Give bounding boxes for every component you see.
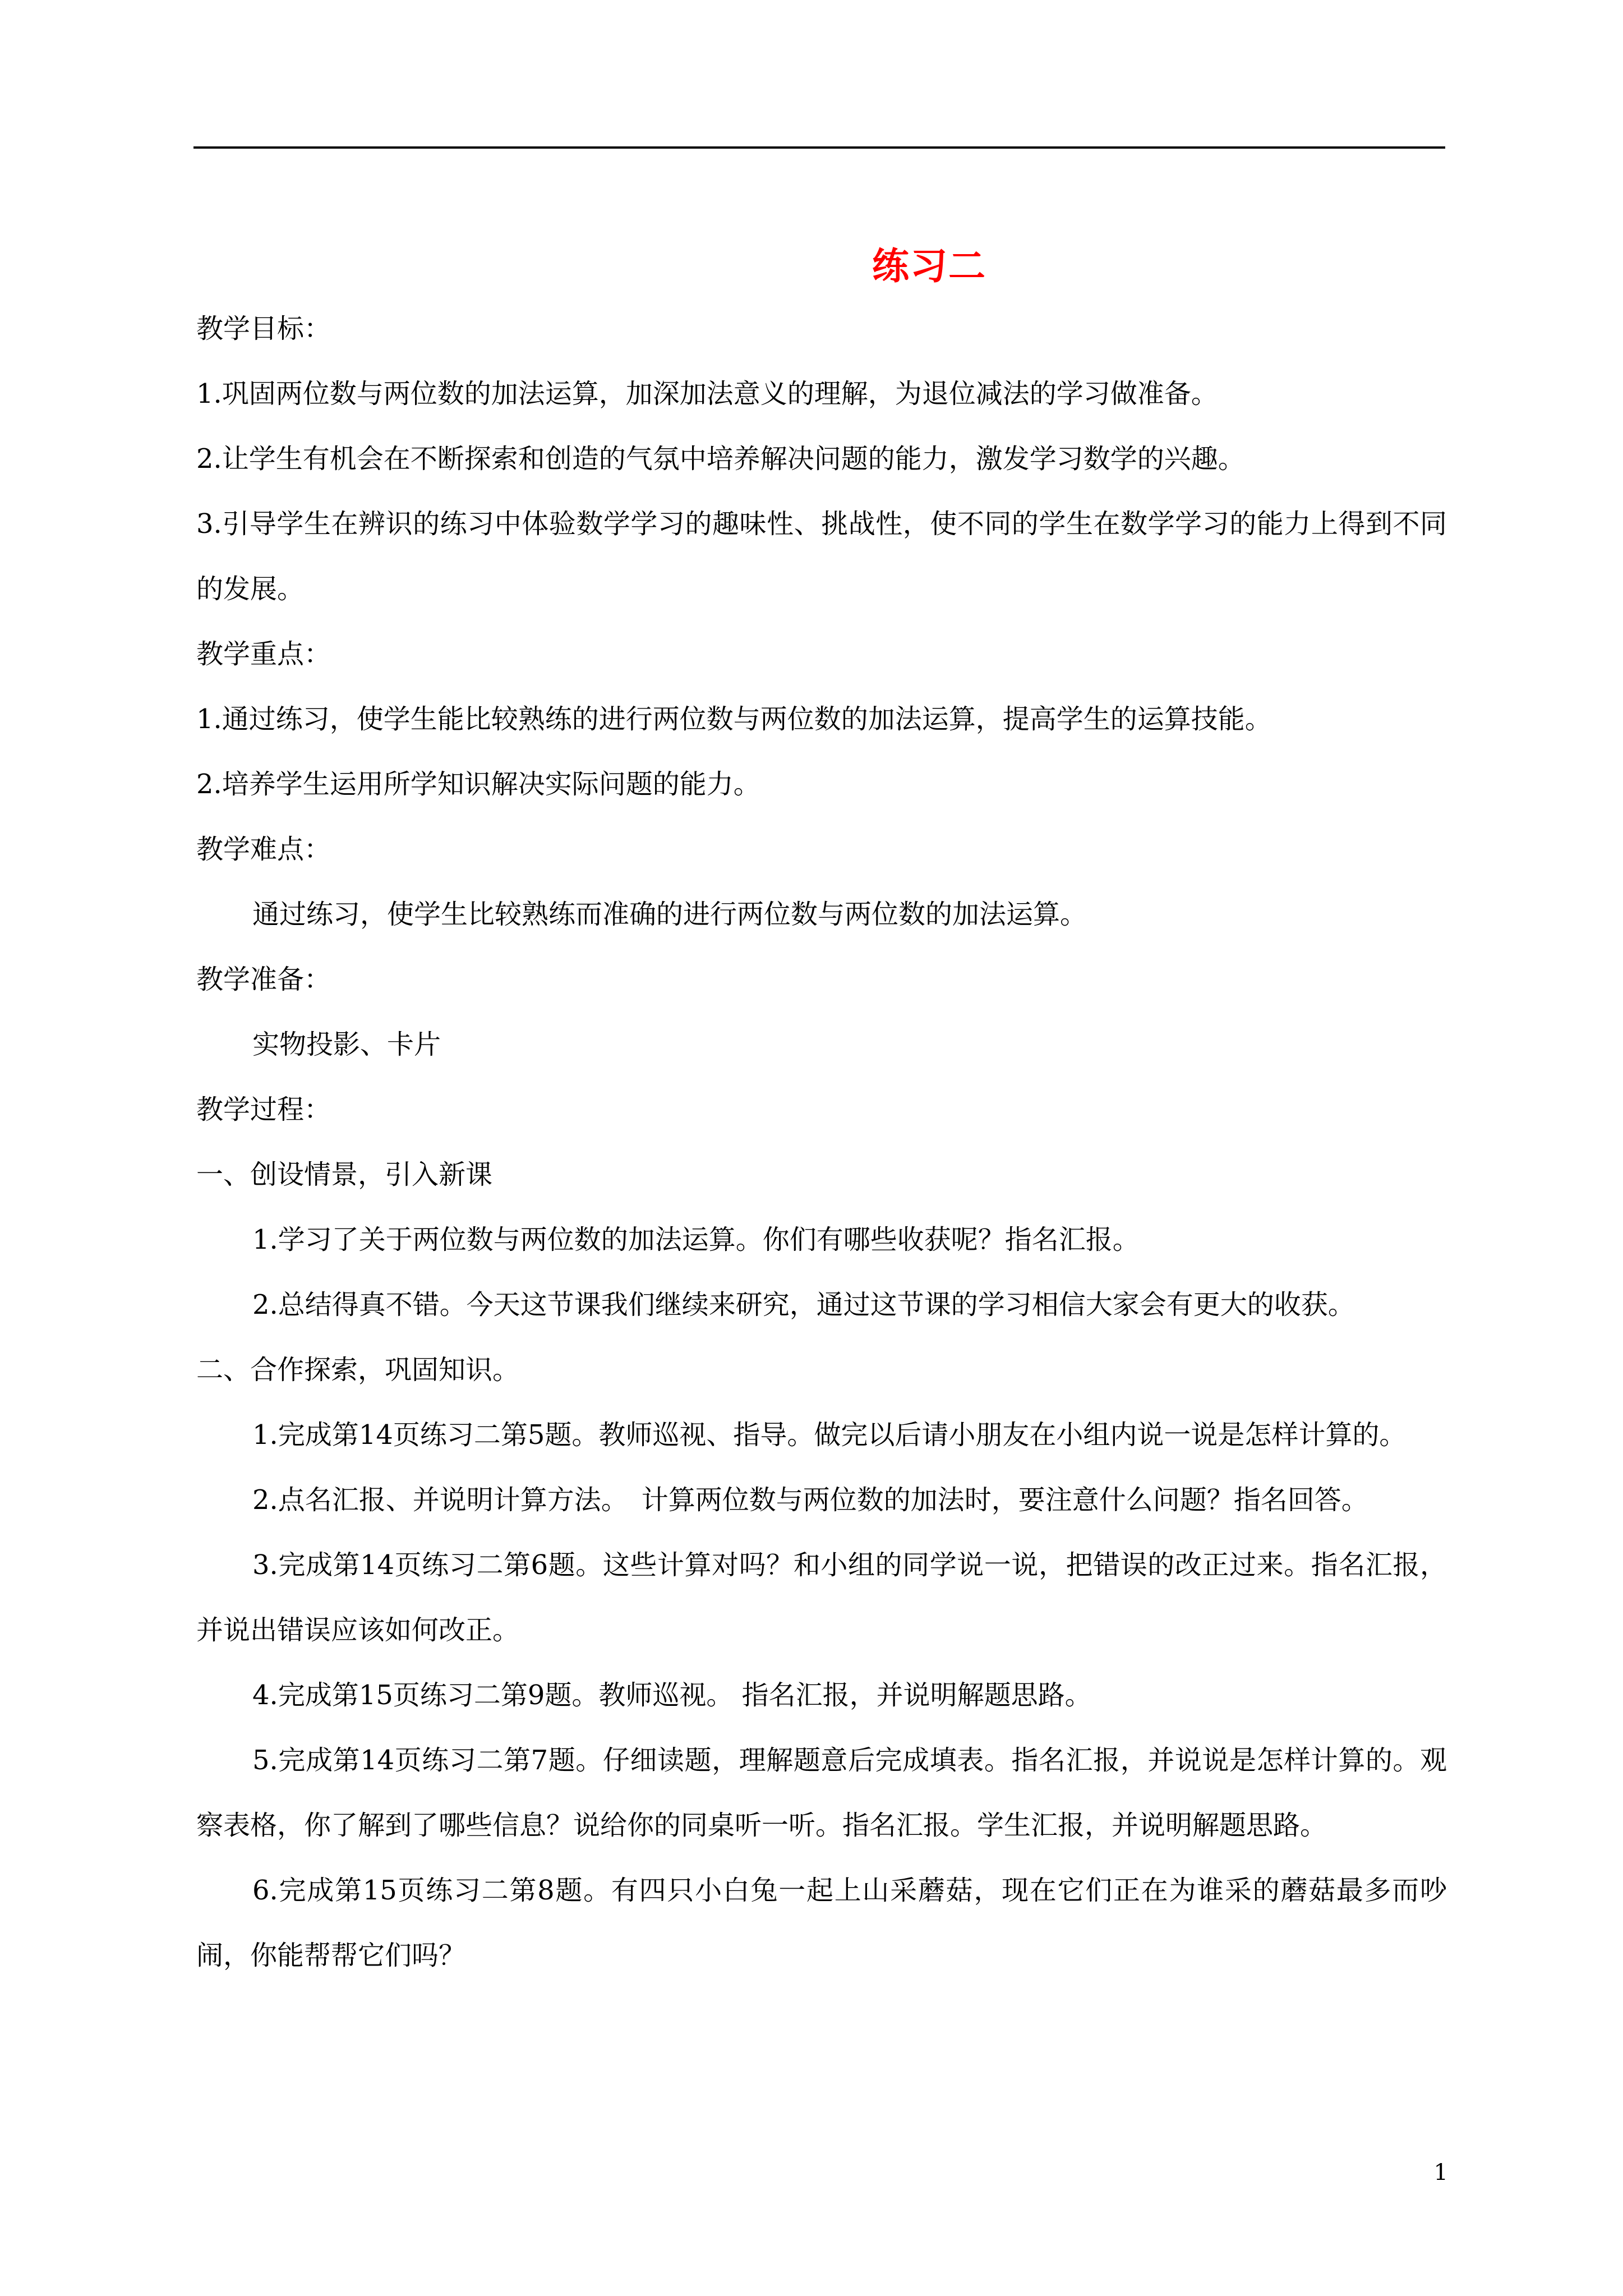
- difficulty-item: 通过练习，使学生比较熟练而准确的进行两位数与两位数的加法运算。: [252, 899, 1087, 930]
- section-heading-process: 教学过程：: [196, 1094, 331, 1125]
- process-step: 6.完成第15页练习二第8题。有四只小白兔一起上山采蘑菇，现在它们正在为谁采的蘑菇最多而吵闹，你能帮帮它们吗？: [196, 1875, 1447, 1971]
- document-title: 练习二: [872, 244, 986, 288]
- header-rule: [193, 146, 1445, 149]
- objective-item: 1.巩固两位数与两位数的加法运算，加深加法意义的理解，为退位减法的学习做准备。: [196, 378, 1218, 409]
- process-stage-heading: 二、合作探索，巩固知识。: [196, 1354, 520, 1386]
- process-step: 3.完成第14页练习二第6题。这些计算对吗？和小组的同学说一说，把错误的改正过来。指名汇报，并说出错误应该如何改正。: [196, 1549, 1447, 1646]
- section-heading-preparation: 教学准备：: [196, 964, 331, 995]
- document-body: [196, 296, 1447, 1988]
- process-step: 2.总结得真不错。今天这节课我们继续来研究，通过这节课的学习相信大家会有更大的收获。: [252, 1289, 1355, 1320]
- process-step: 4.完成第15页练习二第9题。教师巡视。 指名汇报，并说明解题思路。: [252, 1680, 1092, 1711]
- page-number: 1: [1433, 2160, 1448, 2185]
- key-point-item: 2.培养学生运用所学知识解决实际问题的能力。: [196, 769, 760, 800]
- preparation-item: 实物投影、卡片: [252, 1029, 441, 1060]
- objective-item: 2.让学生有机会在不断探索和创造的气氛中培养解决问题的能力，激发学习数学的兴趣。: [196, 443, 1245, 475]
- section-heading-difficulties: 教学难点：: [196, 834, 331, 865]
- process-step: 1.完成第14页练习二第5题。教师巡视、指导。做完以后请小朋友在小组内说一说是怎样计算的。: [252, 1419, 1407, 1451]
- process-step: 5.完成第14页练习二第7题。仔细读题，理解题意后完成填表。指名汇报，并说说是怎样计算的。观察表格，你了解到了哪些信息？说给你的同桌听一听。指名汇报。学生汇报，并说明解题思路。: [196, 1745, 1447, 1841]
- objective-item: 3.引导学生在辨识的练习中体验数学学习的趣味性、挑战性，使不同的学生在数学学习的能力上得到不同的发展。: [196, 508, 1447, 605]
- process-step: 2.点名汇报、并说明计算方法。 计算两位数与两位数的加法时，要注意什么问题？指名回答。: [252, 1484, 1368, 1516]
- process-stage-heading: 一、创设情景，引入新课: [196, 1159, 493, 1190]
- section-heading-objectives: 教学目标：: [196, 313, 331, 344]
- section-heading-key-points: 教学重点：: [196, 638, 331, 670]
- key-point-item: 1.通过练习，使学生能比较熟练的进行两位数与两位数的加法运算，提高学生的运算技能。: [196, 703, 1272, 735]
- process-step: 1.学习了关于两位数与两位数的加法运算。你们有哪些收获呢？指名汇报。: [252, 1224, 1140, 1255]
